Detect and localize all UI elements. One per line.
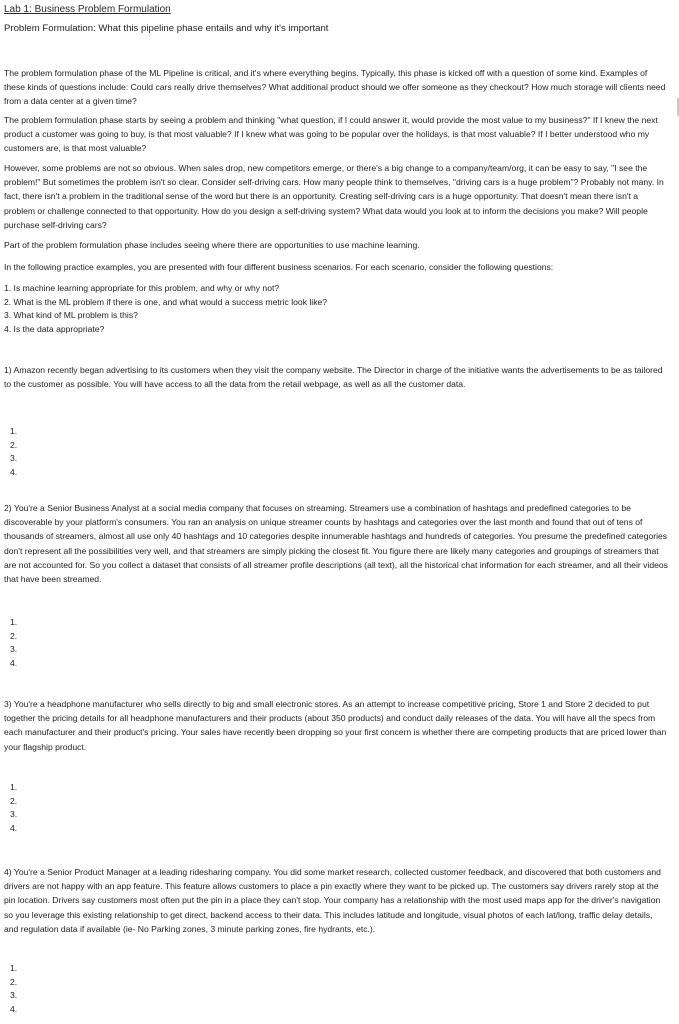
intro-paragraph-5: In the following practice examples, you are presented with four different business scenarios. For each scenario, consider the following questions: <box>4 262 554 272</box>
scenario-4-answers <box>10 961 17 1015</box>
question-item: 2. What is the ML problem if there is one, and what would a success metric look like? <box>4 296 328 307</box>
answer-item: 1. <box>10 426 18 436</box>
questions-list <box>4 281 327 335</box>
answer-item: 3. <box>10 990 18 1001</box>
answer-item: 4. <box>10 822 18 833</box>
answer-item: 3. <box>10 809 18 820</box>
answer-item: 1. <box>10 782 18 792</box>
scenario-3: 3) You're a headphone manufacturer who sells directly to big and small electronic stores. As an attempt to increase competitive pricing, Store 1 and Store 2 decided to put together the pricing details for all headphone manufacturers and their products (about 350 products) and conduct daily releases of the data. You will have all the specs from each manufacturer and their product's pricing. Your sales have recently been dropping so your first concern is whether there are competing products that are priced lower than your flagship product. <box>4 699 667 752</box>
intro-paragraph-4: Part of the problem formulation phase includes seeing where there are opportunities to use machine learning. <box>4 240 420 250</box>
intro-paragraph-3: However, some problems are not so obvious. When sales drop, new competitors emerge, or there's a big change to a company/team/org, it can be easy to say, "I see the problem!" But sometimes the problem isn't so clear. Consider self-driving cars. How many people think to themselves, "driving cars is a huge problem"? Probably not many. In fact, there isn't a problem in the traditional sense of the word but there is an opportunity. Creating self-driving cars is a huge opportunity. That doesn't mean there isn't a problem or challenge connected to that opportunity. How do you design a self-driving system? What data would you look at to inform the decisions you make? Will people purchase self-driving cars? <box>4 163 664 230</box>
scenario-2: 2) You're a Senior Business Analyst at a social media company that focuses on streaming. Streamers use a combination of hashtags and predefined categories to be discoverable by your platform's consumers. You ran an analysis on unique streamer counts by hashtags and categories over the last month and found that out of tens of thousands of streamers, almost all use only 40 hashtags and 10 categories despite innumerable hashtags and hundreds of categories. You presume the predefined categories don't represent all the possibilities very well, and that streamers are simply picking the closest fit. You figure there are likely many categories and groupings of streamers that are not accounted for. So you collect a dataset that consists of all streamer profile descriptions (all text), all the historical chat information for each streamer, and all their videos that have been streamed. <box>4 503 668 585</box>
answer-item: 1. <box>10 963 18 973</box>
page-title: Lab 1: Business Problem Formulation <box>4 4 171 15</box>
scenario-1: 1) Amazon recently began advertising to its customers when they visit the company website. The Director in charge of the initiative wants the advertisements to be as tailored to the customer as possible. You will have access to all the data from the retail webpage, as well as all the customer data. <box>4 365 663 390</box>
question-item: 3. What kind of ML problem is this? <box>4 310 138 320</box>
answer-item: 4. <box>10 657 18 668</box>
scenario-4: 4) You're a Senior Product Manager at a leading ridesharing company. You did some market research, collected customer feedback, and discovered that both customers and drivers are not happy with an app feature. This feature allows customers to place a pin exactly where they want to be picked up. The customers say drivers rarely stop at the pin location. Drivers say customers most often put the pin in a place they can't stop. Your company has a relationship with the most used maps app for the driver's navigation so you leverage this existing relationship to get direct, backend access to their data. This includes latitude and longitude, visual photos of each lat/long, traffic delay details, and regulation data if available (ie- No Parking zones, 3 minute parking zones, fire hydrants, etc.). <box>4 867 661 934</box>
answer-item: 2. <box>10 795 18 806</box>
answer-item: 3. <box>10 644 18 655</box>
answer-item: 4. <box>10 1003 18 1014</box>
page-subtitle: Problem Formulation: What this pipeline phase entails and why it's important <box>4 23 329 34</box>
intro-paragraph-2: The problem formulation phase starts by seeing a problem and thinking "what question, if I could answer it, would provide the most value to my business?" If I knew the next product a customer was going to buy, is that most valuable? If I knew what was going to be popular over the holidays, is that most valuable? If I better understood who my customers are, is that most valuable? <box>4 115 658 154</box>
answer-item: 2. <box>10 630 18 641</box>
scenario-2-answers <box>10 615 17 669</box>
answer-item: 2. <box>10 439 18 450</box>
answer-item: 2. <box>10 976 18 987</box>
scenario-1-answers <box>10 424 17 478</box>
intro-paragraph-1: The problem formulation phase of the ML Pipeline is critical, and it's where everything begins. Typically, this phase is kicked off with a question of some kind. Examples of these kinds of questions include: Could cars really drive themselves? What additional product should we offer someone as they checkout? How much storage will clients need from a data center at a given time? <box>4 68 666 107</box>
answer-item: 3. <box>10 453 18 464</box>
answer-item: 4. <box>10 466 18 477</box>
answer-item: 1. <box>10 617 18 627</box>
question-item: 4. Is the data appropriate? <box>4 323 105 334</box>
question-item: 1. Is machine learning appropriate for this problem, and why or why not? <box>4 283 280 293</box>
scenario-3-answers <box>10 780 17 834</box>
